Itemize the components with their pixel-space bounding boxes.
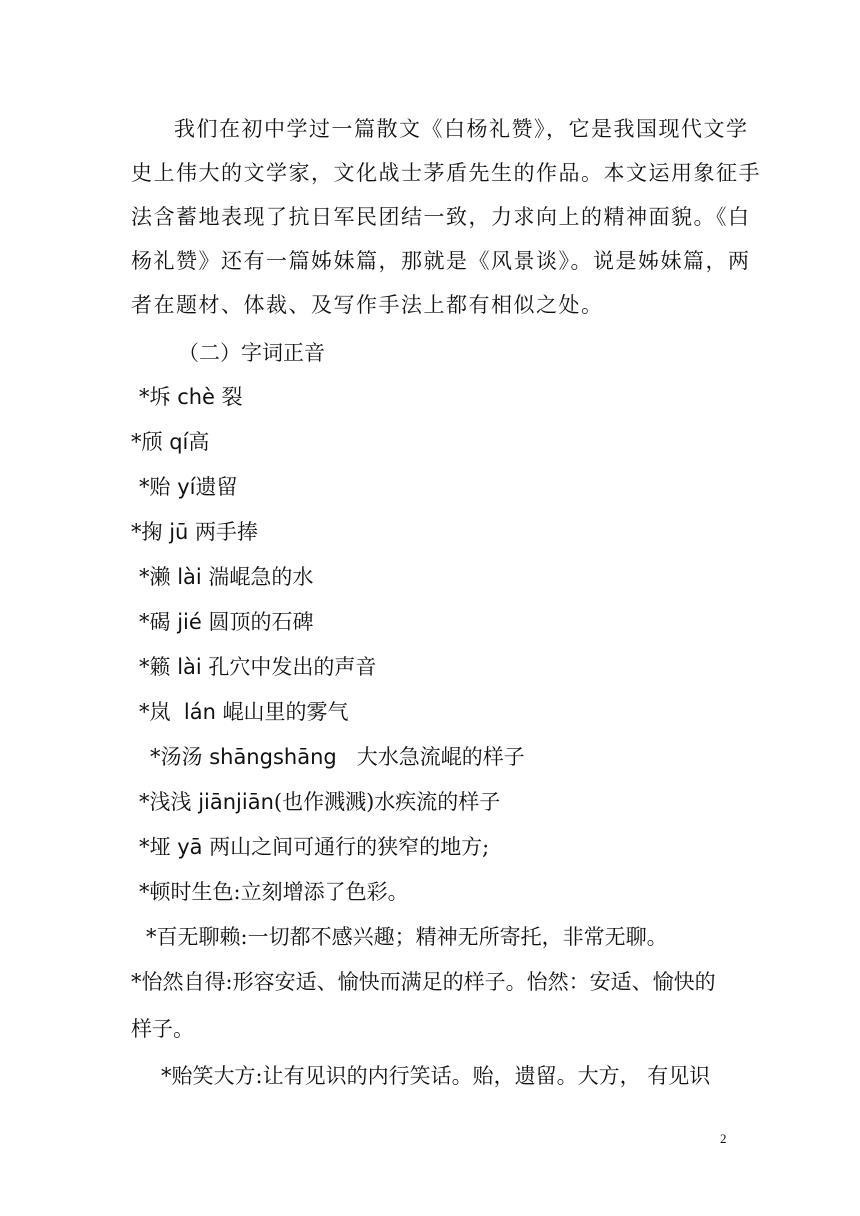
vocab-meaning: 湍崐急的水 xyxy=(208,565,314,589)
vocab-pinyin: lài xyxy=(177,565,202,589)
vocab-word: *掬 xyxy=(131,520,163,544)
paragraph-line: 我们在初中学过一篇散文《白杨礼赞》，它是我国现代文学 xyxy=(174,117,749,141)
vocab-pinyin: shāngshāng xyxy=(209,745,337,769)
vocab-meaning: 两手捧 xyxy=(195,520,259,544)
vocab-meaning: 大水急流崐的样子 xyxy=(356,745,525,769)
paragraph-line: 史上伟大的文学家，文化战士茅盾先生的作品。本文运用象征手 xyxy=(131,161,761,185)
vocab-entry xyxy=(139,702,349,723)
vocab-entry xyxy=(139,792,500,813)
vocab-meaning: 遗留 xyxy=(195,475,238,499)
vocab-pinyin: yí xyxy=(177,475,196,499)
page-number: 2 xyxy=(720,1131,727,1146)
paragraph-line: 者在题材、体裁、及写作手法上都有相似之处。 xyxy=(131,293,604,317)
vocab-entry xyxy=(139,837,489,858)
vocab-word: *濑 xyxy=(139,565,171,589)
vocab-word: *贻 xyxy=(139,475,171,499)
idiom-entry: *怡然自得:形容安适、愉快而满足的样子。怡然：安适、愉快的 xyxy=(131,970,716,994)
idiom-entry: *贻笑大方:让有见识的内行笑话。贻，遗留。大方， 有见识 xyxy=(161,1064,711,1088)
vocab-meaning: 两山之间可通行的狭窄的地方; xyxy=(209,835,490,859)
vocab-pinyin: lán xyxy=(183,700,216,724)
vocab-word: *浅浅 xyxy=(139,790,192,814)
vocab-entry xyxy=(150,747,525,768)
vocab-pinyin: jié xyxy=(177,610,202,634)
vocab-word: *坼 xyxy=(139,385,171,409)
vocab-word: *汤汤 xyxy=(150,745,203,769)
vocab-entry xyxy=(131,432,209,453)
idiom-entry: *顿时生色:立刻增添了色彩。 xyxy=(139,880,409,904)
paragraph-line: 杨礼赞》还有一篇姊妹篇，那就是《风景谈》。说是姊妹篇，两 xyxy=(131,249,751,273)
vocab-pinyin: chè xyxy=(177,385,215,409)
vocab-pinyin: yā xyxy=(177,835,203,859)
vocab-meaning: 孔穴中发出的声音 xyxy=(208,655,377,679)
vocab-entry xyxy=(139,477,237,498)
vocab-meaning: 裂 xyxy=(221,385,243,409)
vocab-meaning: 高 xyxy=(188,430,210,454)
vocab-word: *垭 xyxy=(139,835,171,859)
vocab-entry xyxy=(139,657,376,678)
vocab-meaning: (也作溅溅)水疾流的样子 xyxy=(273,790,501,814)
vocab-pinyin: lài xyxy=(177,655,202,679)
section-heading: （二）字词正音 xyxy=(178,341,325,365)
idiom-entry: 样子。 xyxy=(131,1017,194,1041)
vocab-pinyin: qí xyxy=(169,430,189,454)
vocab-word: *碣 xyxy=(139,610,171,634)
vocab-meaning: 圆顶的石碑 xyxy=(208,610,314,634)
vocab-word: *籁 xyxy=(139,655,171,679)
vocab-meaning: 崐山里的雾气 xyxy=(222,700,349,724)
vocab-entry xyxy=(139,567,313,588)
vocab-word: *颀 xyxy=(131,430,163,454)
vocab-entry xyxy=(139,387,243,408)
paragraph-line: 法含蓄地表现了抗日军民团结一致，力求向上的精神面貌。《白 xyxy=(131,205,751,229)
idiom-entry: *百无聊赖:一切都不感兴趣；精神无所寄托，非常无聊。 xyxy=(146,925,668,949)
vocab-pinyin: jū xyxy=(169,520,189,544)
vocab-entry xyxy=(139,612,313,633)
vocab-pinyin: jiānjiān xyxy=(198,790,274,814)
vocab-word: *岚 xyxy=(139,700,171,724)
vocab-entry xyxy=(131,522,258,543)
